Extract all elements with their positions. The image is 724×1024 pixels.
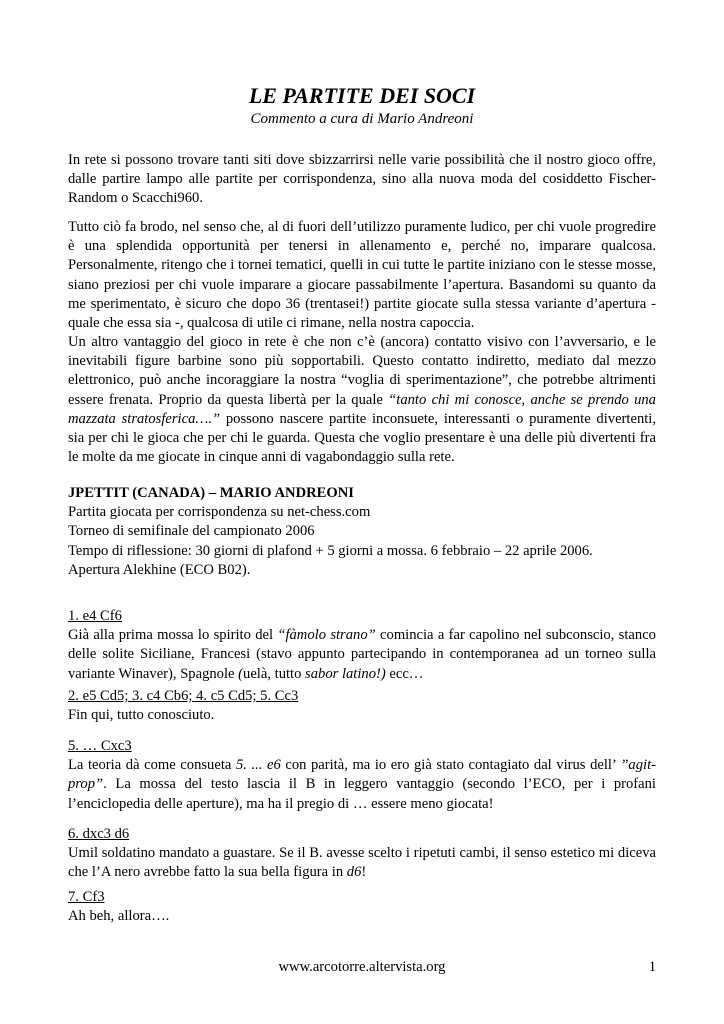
page-subtitle: Commento a cura di Mario Andreoni — [250, 111, 474, 127]
move-comment-3: La teoria dà come consueta 5. ... e6 con parità, ma io ero già stato contagiato dal virus dell’ ”agit-prop”. La mossa del testo lascia il B in leggero vantaggio (secondo l’ECO, per i profani l’enciclopedia delle aperture), ma ha il pregio di … essere meno giocata! — [68, 757, 656, 812]
move-heading-2: 2. e5 Cd5; 3. c4 Cb6; 4. c5 Cd5; 5. Cc3 — [68, 688, 299, 704]
move-heading-4: 6. dxc3 d6 — [68, 826, 130, 842]
game-info-time-control: Tempo di riflessione: 30 giorni di plafond + 5 giorni a mossa. 6 febbraio – 22 aprile 2006. — [68, 542, 593, 559]
game-info-tournament: Torneo di semifinale del campionato 2006 — [68, 523, 315, 540]
move-block-5 — [68, 888, 656, 926]
intro-paragraph-2: Tutto ciò fa brodo, nel senso che, al di fuori dell’utilizzo puramente ludico, per chi vuole progredire è una splendida opportunità per tenersi in allenamento e, perché no, imparare qualcosa. Personalmente, ritengo che i tornei tematici, quelli in cui tutte le partite iniziano con le stesse mosse, siano preziosi per chi vuole imparare a giocare passabilmente l’apertura. Basandomi su quanto da me sperimentato, è sicuro che dopo 36 (trentasei!) partite giocate sulla stessa variante d’apertura - quale che essa sia -, qualcosa di utile ci rimane, nella nostra capoccia. — [68, 219, 656, 332]
move-heading-5: 7. Cf3 — [68, 889, 105, 905]
intro-paragraph-1: In rete si possono trovare tanti siti dove sbizzarrirsi nelle varie possibilità che il nostro gioco offre, dalle partire lampo alle partite per corrispondenza, sino alla nuova moda del cosiddetto Fischer-Random o Scacchi960. — [68, 152, 656, 207]
move-heading-1: 1. e4 Cf6 — [68, 608, 122, 624]
move-block-3 — [68, 737, 656, 814]
footer-site-url: www.arcotorre.altervista.org — [278, 959, 446, 975]
move-comment-4: Umil soldatino mandato a guastare. Se il B. avesse scelto i ripetuti cambi, il senso estetico mi diceva che l’A nero avrebbe fatto la sua bella figura in d6! — [68, 845, 656, 881]
game-players-heading: JPETTIT (CANADA) – MARIO ANDREONI — [68, 485, 354, 501]
game-info-platform: Partita giocata per corrispondenza su net-chess.com — [68, 504, 371, 521]
intro-paragraph-3: Un altro vantaggio del gioco in rete è che non c’è (ancora) contatto visivo con l’avversario, e le inevitabili figure barbine sono più sopportabili. Questo contatto indiretto, mediato dal mezzo elettronico, può anche incoraggiare la nostra “voglia di sperimentazione”, che potrebbe altrimenti essere frenata. Proprio da questa libertà per la quale “tanto chi mi conosce, anche se prendo una mazzata stratosferica….” possono nascere partite inconsuete, interessanti o puramente divertenti, sia per chi le gioca che per chi le guarda. Questa che voglio presentare è una delle più divertenti fra le molte da me giocate in cinque anni di vagabondaggio sulla rete. — [68, 334, 657, 466]
move-comment-2: Fin qui, tutto conosciuto. — [68, 707, 215, 724]
move-block-2 — [68, 687, 656, 725]
game-header — [68, 484, 656, 580]
footer-page-number: 1 — [648, 959, 656, 975]
move-heading-3: 5. … Cxc3 — [68, 738, 132, 754]
move-block-1 — [68, 607, 656, 684]
move-comment-1: Già alla prima mossa lo spirito del “fàmolo strano” comincia a far capolino nel subconscio, stanco delle solite Siciliane, Francesi (stavo appunto partecipando in contemporanea ad un torneo sulla variante Winaver), Spagnole (uelà, tutto sabor latino!) ecc… — [68, 627, 656, 682]
move-block-4 — [68, 825, 656, 883]
page-title: LE PARTITE DEI SOCI — [248, 83, 476, 108]
move-comment-5: Ah beh, allora…. — [68, 908, 170, 925]
game-info-opening: Apertura Alekhine (ECO B02). — [68, 561, 251, 578]
